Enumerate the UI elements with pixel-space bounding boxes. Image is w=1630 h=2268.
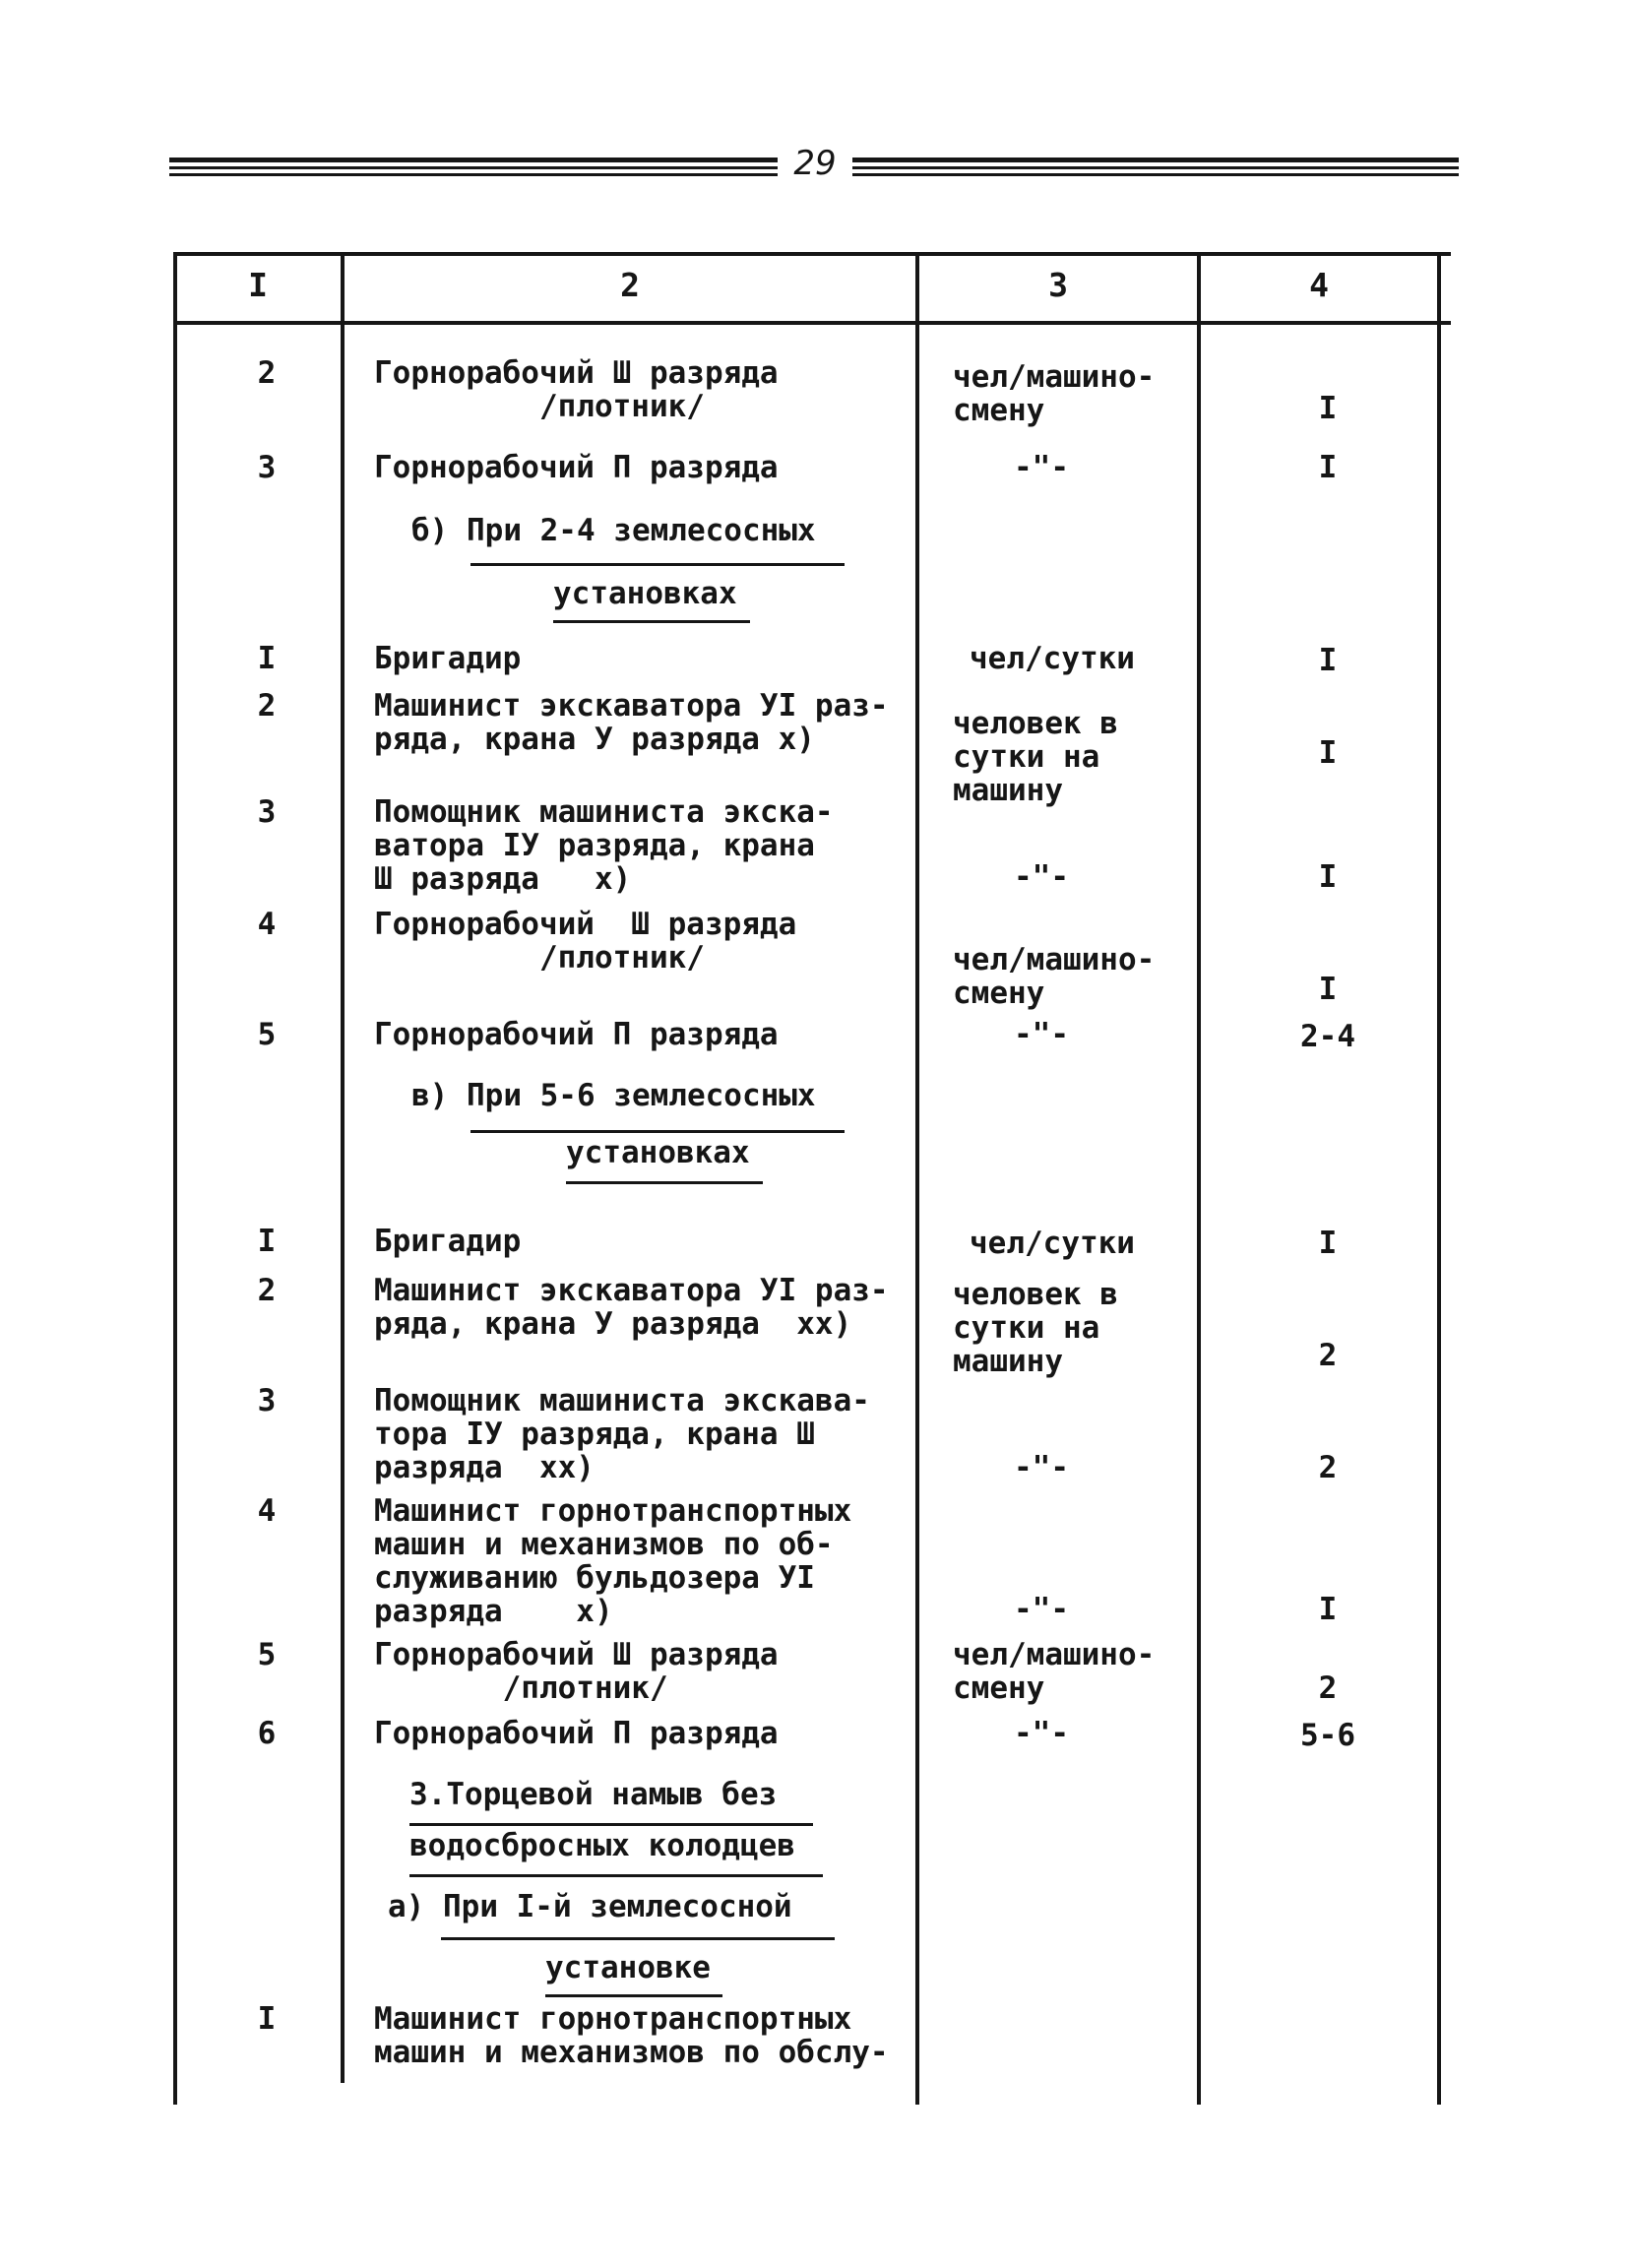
row-quantity: I (1318, 643, 1338, 678)
column-header-3: 3 (1048, 266, 1068, 304)
row-unit: чел/машино- смену (953, 359, 1156, 428)
section-heading-line2: водосбросных колодцев (409, 1828, 795, 1863)
column-divider-3 (1197, 254, 1201, 2105)
column-header-4: 4 (1309, 266, 1329, 304)
row-quantity: I (1318, 1226, 1338, 1261)
row-description: Машинист экскаватора УI раз- ряда, крана У разряда хх) (374, 1273, 889, 1342)
row-quantity: 2 (1318, 1670, 1338, 1706)
section-underline (566, 1181, 763, 1184)
section-underline (441, 1937, 835, 1940)
row-number: 3 (257, 794, 277, 830)
row-description: Горнорабочий Ш разряда /плотник/ (374, 1637, 779, 1706)
section-heading-line2: установке (545, 1950, 711, 1985)
row-unit: -"- (1014, 859, 1069, 895)
column-divider-1 (341, 254, 345, 2083)
row-unit: чел/сутки (970, 1226, 1135, 1261)
row-number: 3 (257, 450, 277, 485)
row-number: 2 (257, 688, 277, 724)
row-description: Бригадир (374, 1224, 522, 1259)
row-description: Горнорабочий П разряда (374, 1017, 779, 1052)
row-unit: чел/машино- смену (953, 1637, 1156, 1706)
row-unit: чел/сутки (970, 641, 1135, 676)
column-header-2: 2 (620, 266, 640, 304)
row-unit: -"- (1014, 1716, 1069, 1751)
header-rule-right (852, 158, 1459, 179)
table-top-border (173, 252, 1451, 256)
section-underline (409, 1823, 813, 1826)
section-underline (470, 1130, 845, 1133)
section-heading: б) При 2-4 землесосных (411, 513, 816, 548)
section-underline (409, 1874, 823, 1877)
row-unit: человек в сутки на машину (953, 706, 1118, 808)
row-quantity: I (1318, 1592, 1338, 1627)
row-number: 4 (257, 907, 277, 942)
table-border-right (1437, 254, 1441, 2105)
row-description: Помощник машиниста экска- ватора IУ разряда, крана Ш разряда х) (374, 794, 834, 897)
row-number: 3 (257, 1383, 277, 1418)
row-description: Горнорабочий Ш разряда /плотник/ (374, 907, 797, 976)
row-quantity: 2 (1318, 1450, 1338, 1485)
row-number: I (257, 2001, 277, 2037)
row-number: I (257, 641, 277, 676)
row-unit: -"- (1014, 1592, 1069, 1627)
section-underline (545, 1994, 722, 1997)
row-quantity: 5-6 (1300, 1718, 1355, 1753)
section-underline (553, 620, 750, 623)
row-unit: -"- (1014, 1017, 1069, 1052)
row-unit: -"- (1014, 1450, 1069, 1485)
row-description: Машинист горнотранспортных машин и механизмов по об- служиванию бульдозера УI разряда х) (374, 1493, 852, 1629)
row-quantity: 2-4 (1300, 1019, 1355, 1054)
row-quantity: I (1318, 735, 1338, 771)
row-quantity: I (1318, 859, 1338, 895)
section-heading-line2: установках (553, 576, 737, 611)
row-number: 5 (257, 1637, 277, 1672)
table-header-divider (173, 321, 1451, 325)
row-quantity: 2 (1318, 1338, 1338, 1373)
section-underline (470, 563, 845, 566)
row-number: 5 (257, 1017, 277, 1052)
column-divider-2 (915, 254, 919, 2105)
table-border-left (173, 254, 177, 2105)
section-heading: в) При 5-6 землесосных (411, 1078, 816, 1113)
row-quantity: I (1318, 972, 1338, 1007)
header-rule-left (169, 158, 778, 179)
row-number: I (257, 1224, 277, 1259)
row-number: 6 (257, 1716, 277, 1751)
row-description: Горнорабочий П разряда (374, 450, 779, 485)
row-description: Машинист горнотранспортных машин и механизмов по обслу- (374, 2001, 889, 2070)
row-description: Помощник машиниста экскава- тора IУ разряда, крана Ш разряда хх) (374, 1383, 870, 1485)
row-unit: чел/машино- смену (953, 942, 1156, 1011)
row-description: Горнорабочий П разряда (374, 1716, 779, 1751)
row-unit: человек в сутки на машину (953, 1277, 1118, 1379)
row-number: 2 (257, 1273, 277, 1308)
row-number: 2 (257, 355, 277, 391)
section-heading-line2: установках (566, 1135, 750, 1170)
column-header-1: I (248, 266, 268, 304)
section-heading: а) При I-й землесосной (388, 1889, 792, 1924)
row-description: Машинист экскаватора УI раз- ряда, крана У разряда х) (374, 688, 889, 757)
row-quantity: I (1318, 450, 1338, 485)
page-number: 29 (793, 144, 837, 183)
row-description: Бригадир (374, 641, 522, 676)
row-number: 4 (257, 1493, 277, 1529)
row-description: Горнорабочий Ш разряда /плотник/ (374, 355, 779, 424)
row-quantity: I (1318, 391, 1338, 426)
section-heading: 3.Торцевой намыв без (409, 1777, 778, 1812)
row-unit: -"- (1014, 450, 1069, 485)
